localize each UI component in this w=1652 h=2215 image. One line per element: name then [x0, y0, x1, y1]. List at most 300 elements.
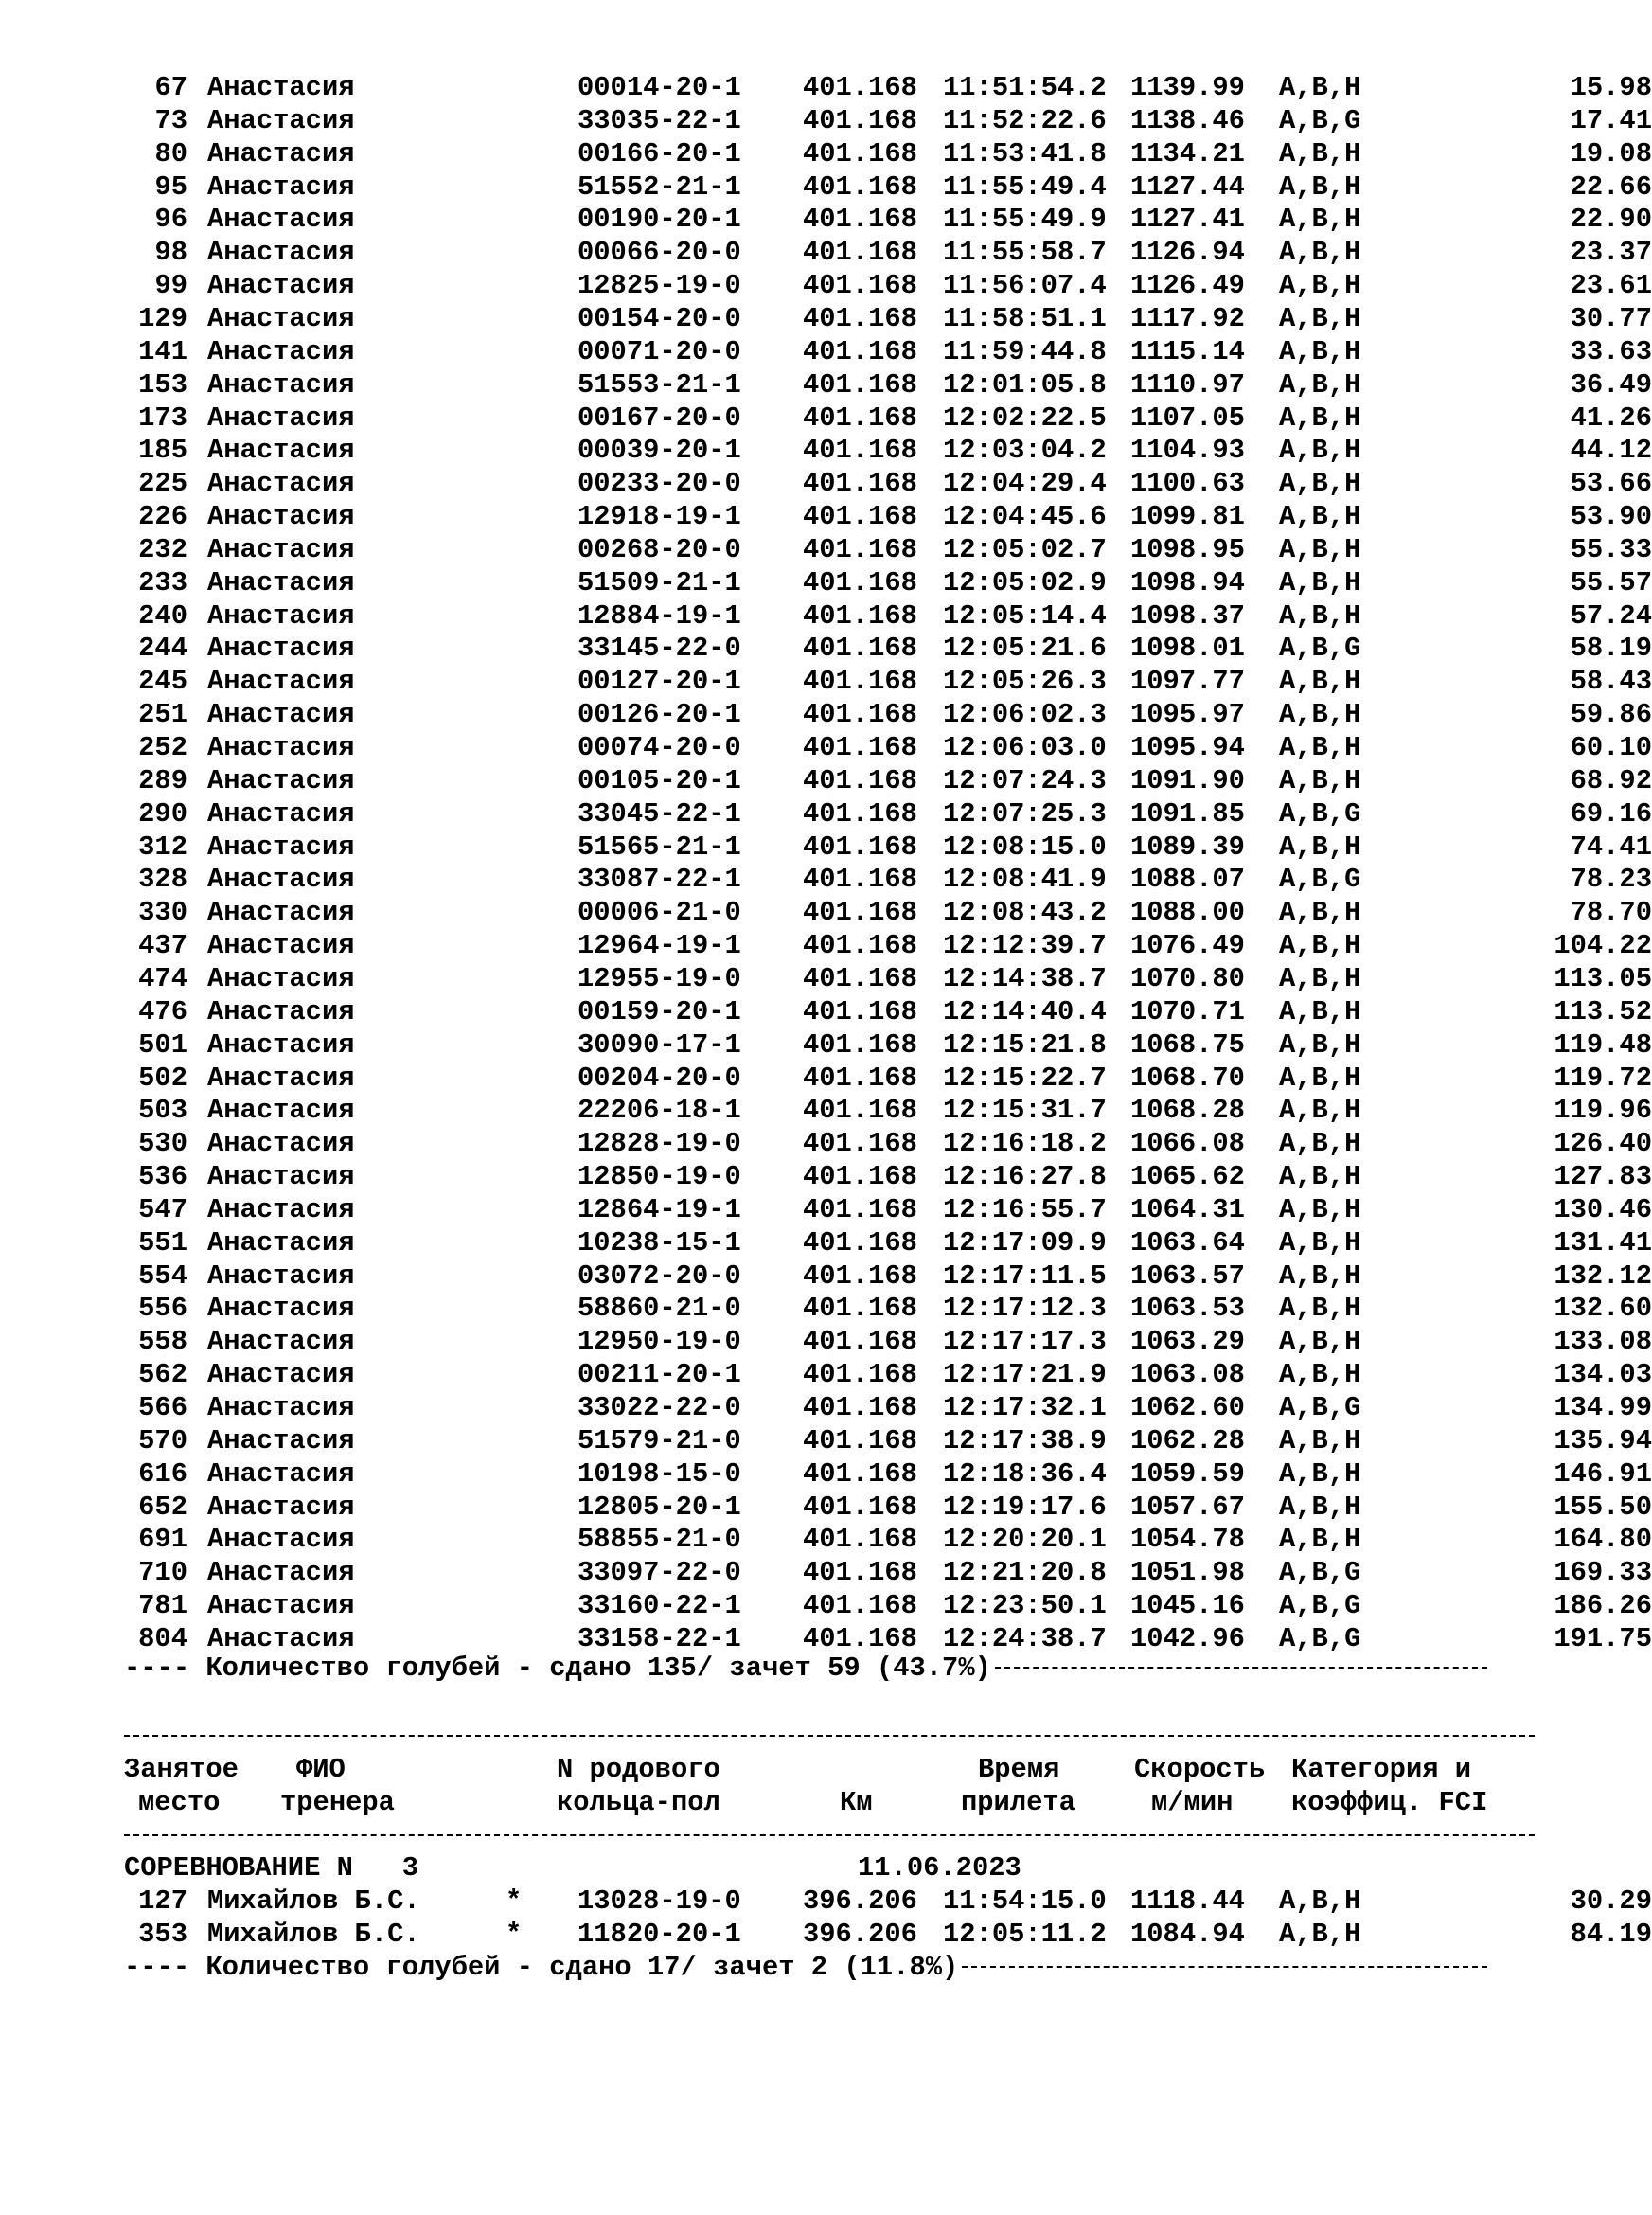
- distance-cell: 401.168: [803, 335, 917, 367]
- distance-cell: 396.206: [803, 1918, 917, 1950]
- category-cell: A,B,H: [1279, 368, 1361, 401]
- name-cell: Анастасия: [207, 533, 355, 565]
- fci-coefficient-cell: 84.19: [1570, 1918, 1652, 1950]
- name-cell: Анастасия: [207, 1095, 355, 1127]
- speed-cell: 1098.95: [1130, 533, 1245, 565]
- place-cell: 80: [154, 137, 187, 170]
- arrival-time-cell: 11:51:54.2: [943, 72, 1107, 103]
- arrival-time-cell: 12:19:17.6: [943, 1491, 1107, 1523]
- fci-coefficient-cell: 130.46: [1554, 1193, 1652, 1225]
- speed-cell: 1098.01: [1130, 633, 1245, 665]
- name-cell: Михайлов Б.С.: [207, 1918, 420, 1950]
- category-cell: A,B,G: [1279, 1392, 1361, 1423]
- distance-cell: 401.168: [803, 1259, 917, 1292]
- distance-cell: 401.168: [803, 797, 917, 830]
- name-cell: Анастасия: [207, 1293, 355, 1325]
- distance-cell: 401.168: [803, 501, 917, 533]
- ring-number-cell: 33158-22-1: [577, 1622, 741, 1654]
- place-cell: 153: [138, 368, 187, 401]
- category-cell: A,B,H: [1279, 1918, 1361, 1950]
- speed-cell: 1126.94: [1130, 237, 1245, 269]
- distance-cell: 401.168: [803, 764, 917, 796]
- distance-cell: 401.168: [803, 1491, 917, 1523]
- ring-number-cell: 58855-21-0: [577, 1524, 741, 1556]
- place-cell: 503: [138, 1095, 187, 1127]
- fci-coefficient-cell: 23.37: [1570, 237, 1652, 269]
- arrival-time-cell: 12:08:43.2: [943, 897, 1107, 929]
- arrival-time-cell: 11:53:41.8: [943, 137, 1107, 170]
- name-cell: Анастасия: [207, 1226, 355, 1259]
- speed-cell: 1098.37: [1130, 599, 1245, 632]
- name-cell: Анастасия: [207, 1259, 355, 1292]
- category-cell: A,B,H: [1279, 930, 1361, 962]
- place-cell: 251: [138, 699, 187, 731]
- place-cell: 566: [138, 1392, 187, 1423]
- category-cell: A,B,H: [1279, 237, 1361, 269]
- category-cell: A,B,H: [1279, 170, 1361, 203]
- fci-coefficient-cell: 132.60: [1554, 1293, 1652, 1325]
- speed-cell: 1095.97: [1130, 699, 1245, 731]
- category-cell: A,B,H: [1279, 566, 1361, 598]
- distance-cell: 401.168: [803, 104, 917, 136]
- place-cell: 141: [138, 335, 187, 367]
- arrival-time-cell: 11:52:22.6: [943, 104, 1107, 136]
- place-cell: 225: [138, 468, 187, 500]
- category-cell: A,B,H: [1279, 897, 1361, 929]
- category-cell: A,B,G: [1279, 864, 1361, 896]
- fci-coefficient-cell: 60.10: [1570, 732, 1652, 763]
- fci-coefficient-cell: 119.48: [1554, 1028, 1652, 1061]
- ring-number-cell: 12918-19-1: [577, 501, 741, 533]
- category-cell: A,B,G: [1279, 1590, 1361, 1622]
- name-cell: Анастасия: [207, 962, 355, 994]
- place-cell: 437: [138, 930, 187, 962]
- category-cell: A,B,H: [1279, 270, 1361, 302]
- arrival-time-cell: 12:21:20.8: [943, 1557, 1107, 1589]
- name-cell: Анастасия: [207, 1128, 355, 1160]
- arrival-time-cell: 12:16:27.8: [943, 1161, 1107, 1193]
- distance-cell: 401.168: [803, 897, 917, 929]
- place-cell: 781: [138, 1590, 187, 1622]
- arrival-time-cell: 12:14:40.4: [943, 995, 1107, 1027]
- fci-coefficient-cell: 133.08: [1554, 1326, 1652, 1358]
- place-cell: 233: [138, 566, 187, 598]
- ring-number-cell: 00074-20-0: [577, 732, 741, 763]
- category-cell: A,B,H: [1279, 72, 1361, 103]
- name-cell: Анастасия: [207, 204, 355, 236]
- place-cell: 98: [154, 237, 187, 269]
- speed-cell: 1068.70: [1130, 1062, 1245, 1094]
- category-cell: A,B,H: [1279, 1457, 1361, 1490]
- arrival-time-cell: 12:08:15.0: [943, 831, 1107, 863]
- ring-number-cell: 00014-20-1: [577, 72, 741, 103]
- header-time-1: Время: [978, 1754, 1060, 1785]
- place-cell: 185: [138, 435, 187, 467]
- category-cell: A,B,H: [1279, 1293, 1361, 1325]
- category-cell: A,B,H: [1279, 995, 1361, 1027]
- name-cell: Анастасия: [207, 137, 355, 170]
- speed-cell: 1107.05: [1130, 402, 1245, 434]
- summary-text: ---- Количество голубей - сдано 135/ зачет 59 (43.7%): [124, 1652, 991, 1684]
- place-cell: 804: [138, 1622, 187, 1654]
- fci-coefficient-cell: 41.26: [1570, 402, 1652, 434]
- fci-coefficient-cell: 30.77: [1570, 302, 1652, 334]
- speed-cell: 1098.94: [1130, 566, 1245, 598]
- distance-cell: 401.168: [803, 1095, 917, 1127]
- ring-number-cell: 51579-21-0: [577, 1424, 741, 1456]
- category-cell: A,B,H: [1279, 204, 1361, 236]
- name-cell: Анастасия: [207, 797, 355, 830]
- fci-coefficient-cell: 127.83: [1554, 1161, 1652, 1193]
- distance-cell: 401.168: [803, 270, 917, 302]
- speed-cell: 1065.62: [1130, 1161, 1245, 1193]
- place-cell: 501: [138, 1028, 187, 1061]
- distance-cell: 401.168: [803, 962, 917, 994]
- ring-number-cell: 00211-20-1: [577, 1359, 741, 1391]
- category-cell: A,B,H: [1279, 1028, 1361, 1061]
- distance-cell: 401.168: [803, 732, 917, 763]
- place-cell: 530: [138, 1128, 187, 1160]
- speed-cell: 1063.64: [1130, 1226, 1245, 1259]
- fci-coefficient-cell: 104.22: [1554, 930, 1652, 962]
- category-cell: A,B,H: [1279, 1193, 1361, 1225]
- distance-cell: 401.168: [803, 1424, 917, 1456]
- distance-cell: 401.168: [803, 1392, 917, 1423]
- name-cell: Анастасия: [207, 302, 355, 334]
- arrival-time-cell: 12:05:14.4: [943, 599, 1107, 632]
- arrival-time-cell: 12:04:29.4: [943, 468, 1107, 500]
- fci-coefficient-cell: 132.12: [1554, 1259, 1652, 1292]
- ring-number-cell: 33087-22-1: [577, 864, 741, 896]
- fci-coefficient-cell: 22.66: [1570, 170, 1652, 203]
- summary-text: ---- Количество голубей - сдано 17/ зачет 2 (11.8%): [124, 1952, 959, 1983]
- distance-cell: 401.168: [803, 995, 917, 1027]
- arrival-time-cell: 12:06:02.3: [943, 699, 1107, 731]
- name-cell: Анастасия: [207, 1590, 355, 1622]
- ring-number-cell: 00126-20-1: [577, 699, 741, 731]
- category-cell: A,B,H: [1279, 732, 1361, 763]
- speed-cell: 1134.21: [1130, 137, 1245, 170]
- name-cell: Анастасия: [207, 368, 355, 401]
- competition-label: СОРЕВНОВАНИЕ N 3: [124, 1852, 419, 1884]
- distance-cell: 401.168: [803, 1457, 917, 1490]
- category-cell: A,B,H: [1279, 1359, 1361, 1391]
- summary-rule: [995, 1667, 1487, 1669]
- speed-cell: 1084.94: [1130, 1918, 1245, 1950]
- category-cell: A,B,H: [1279, 1326, 1361, 1358]
- category-cell: A,B,G: [1279, 1557, 1361, 1589]
- arrival-time-cell: 12:15:21.8: [943, 1028, 1107, 1061]
- ring-number-cell: 22206-18-1: [577, 1095, 741, 1127]
- fci-coefficient-cell: 126.40: [1554, 1128, 1652, 1160]
- place-cell: 73: [154, 104, 187, 136]
- header-place-2: место: [138, 1787, 221, 1818]
- fci-coefficient-cell: 68.92: [1570, 764, 1652, 796]
- distance-cell: 401.168: [803, 1226, 917, 1259]
- name-cell: Анастасия: [207, 566, 355, 598]
- name-cell: Анастасия: [207, 764, 355, 796]
- name-cell: Анастасия: [207, 335, 355, 367]
- ring-number-cell: 00006-21-0: [577, 897, 741, 929]
- category-cell: A,B,H: [1279, 599, 1361, 632]
- distance-cell: 401.168: [803, 666, 917, 698]
- place-cell: 96: [154, 204, 187, 236]
- name-cell: Анастасия: [207, 170, 355, 203]
- arrival-time-cell: 12:17:09.9: [943, 1226, 1107, 1259]
- speed-cell: 1054.78: [1130, 1524, 1245, 1556]
- category-cell: A,B,H: [1279, 501, 1361, 533]
- place-cell: 226: [138, 501, 187, 533]
- category-cell: A,B,G: [1279, 797, 1361, 830]
- category-cell: A,B,H: [1279, 402, 1361, 434]
- place-cell: 245: [138, 666, 187, 698]
- category-cell: A,B,H: [1279, 962, 1361, 994]
- ring-number-cell: 12950-19-0: [577, 1326, 741, 1358]
- category-cell: A,B,H: [1279, 1424, 1361, 1456]
- ring-number-cell: 12828-19-0: [577, 1128, 741, 1160]
- place-cell: 536: [138, 1161, 187, 1193]
- name-cell: Анастасия: [207, 633, 355, 665]
- distance-cell: 401.168: [803, 1161, 917, 1193]
- speed-cell: 1118.44: [1130, 1885, 1245, 1917]
- arrival-time-cell: 12:20:20.1: [943, 1524, 1107, 1556]
- speed-cell: 1138.46: [1130, 104, 1245, 136]
- name-cell: Анастасия: [207, 1161, 355, 1193]
- fci-coefficient-cell: 17.41: [1570, 104, 1652, 136]
- place-cell: 616: [138, 1457, 187, 1490]
- arrival-time-cell: 12:08:41.9: [943, 864, 1107, 896]
- name-cell: Анастасия: [207, 599, 355, 632]
- distance-cell: 401.168: [803, 599, 917, 632]
- arrival-time-cell: 12:24:38.7: [943, 1622, 1107, 1654]
- distance-cell: 401.168: [803, 402, 917, 434]
- ring-number-cell: 00105-20-1: [577, 764, 741, 796]
- header-rule-top: [124, 1735, 1535, 1737]
- ring-number-cell: 11820-20-1: [577, 1918, 741, 1950]
- arrival-time-cell: 11:55:49.4: [943, 170, 1107, 203]
- speed-cell: 1091.85: [1130, 797, 1245, 830]
- fci-coefficient-cell: 59.86: [1570, 699, 1652, 731]
- name-cell: Анастасия: [207, 435, 355, 467]
- fci-coefficient-cell: 164.80: [1554, 1524, 1652, 1556]
- place-cell: 252: [138, 732, 187, 763]
- header-category-1: Категория и: [1291, 1754, 1472, 1785]
- distance-cell: 401.168: [803, 1028, 917, 1061]
- header-time-2: прилета: [961, 1787, 1075, 1818]
- name-cell: Анастасия: [207, 995, 355, 1027]
- distance-cell: 401.168: [803, 368, 917, 401]
- category-cell: A,B,G: [1279, 104, 1361, 136]
- speed-cell: 1068.75: [1130, 1028, 1245, 1061]
- arrival-time-cell: 11:55:58.7: [943, 237, 1107, 269]
- place-cell: 562: [138, 1359, 187, 1391]
- header-name-1: ФИО: [296, 1754, 346, 1785]
- arrival-time-cell: 12:23:50.1: [943, 1590, 1107, 1622]
- category-cell: A,B,H: [1279, 533, 1361, 565]
- speed-cell: 1099.81: [1130, 501, 1245, 533]
- category-cell: A,B,H: [1279, 335, 1361, 367]
- ring-number-cell: 12805-20-1: [577, 1491, 741, 1523]
- fci-coefficient-cell: 135.94: [1554, 1424, 1652, 1456]
- ring-number-cell: 00066-20-0: [577, 237, 741, 269]
- arrival-time-cell: 12:18:36.4: [943, 1457, 1107, 1490]
- header-name-2: тренера: [280, 1787, 395, 1818]
- ring-number-cell: 33035-22-1: [577, 104, 741, 136]
- speed-cell: 1110.97: [1130, 368, 1245, 401]
- distance-cell: 401.168: [803, 302, 917, 334]
- fci-coefficient-cell: 33.63: [1570, 335, 1652, 367]
- place-cell: 312: [138, 831, 187, 863]
- ring-number-cell: 12864-19-1: [577, 1193, 741, 1225]
- name-cell: Анастасия: [207, 1424, 355, 1456]
- place-cell: 502: [138, 1062, 187, 1094]
- arrival-time-cell: 12:12:39.7: [943, 930, 1107, 962]
- name-cell: Анастасия: [207, 402, 355, 434]
- fci-coefficient-cell: 186.26: [1554, 1590, 1652, 1622]
- speed-cell: 1126.49: [1130, 270, 1245, 302]
- header-rule-bottom: [124, 1834, 1535, 1836]
- fci-coefficient-cell: 119.72: [1554, 1062, 1652, 1094]
- arrival-time-cell: 12:05:02.7: [943, 533, 1107, 565]
- place-cell: 232: [138, 533, 187, 565]
- arrival-time-cell: 12:03:04.2: [943, 435, 1107, 467]
- fci-coefficient-cell: 155.50: [1554, 1491, 1652, 1523]
- arrival-time-cell: 12:01:05.8: [943, 368, 1107, 401]
- fci-coefficient-cell: 146.91: [1554, 1457, 1652, 1490]
- category-cell: A,B,G: [1279, 1622, 1361, 1654]
- speed-cell: 1063.53: [1130, 1293, 1245, 1325]
- speed-cell: 1127.41: [1130, 204, 1245, 236]
- place-cell: 547: [138, 1193, 187, 1225]
- arrival-time-cell: 12:17:11.5: [943, 1259, 1107, 1292]
- arrival-time-cell: 12:05:21.6: [943, 633, 1107, 665]
- name-cell: Анастасия: [207, 666, 355, 698]
- category-cell: A,B,H: [1279, 1161, 1361, 1193]
- fci-coefficient-cell: 53.90: [1570, 501, 1652, 533]
- speed-cell: 1045.16: [1130, 1590, 1245, 1622]
- ring-number-cell: 12955-19-0: [577, 962, 741, 994]
- speed-cell: 1057.67: [1130, 1491, 1245, 1523]
- arrival-time-cell: 12:14:38.7: [943, 962, 1107, 994]
- distance-cell: 401.168: [803, 237, 917, 269]
- ring-number-cell: 12964-19-1: [577, 930, 741, 962]
- distance-cell: 401.168: [803, 930, 917, 962]
- distance-cell: 401.168: [803, 72, 917, 103]
- place-cell: 244: [138, 633, 187, 665]
- header-place-1: Занятое: [124, 1754, 239, 1785]
- ring-number-cell: 00071-20-0: [577, 335, 741, 367]
- place-cell: 99: [154, 270, 187, 302]
- speed-cell: 1115.14: [1130, 335, 1245, 367]
- name-cell: Анастасия: [207, 1326, 355, 1358]
- speed-cell: 1042.96: [1130, 1622, 1245, 1654]
- name-cell: Анастасия: [207, 1622, 355, 1654]
- arrival-time-cell: 12:07:25.3: [943, 797, 1107, 830]
- ring-number-cell: 12884-19-1: [577, 599, 741, 632]
- header-speed-1: Скорость: [1134, 1754, 1266, 1785]
- speed-cell: 1104.93: [1130, 435, 1245, 467]
- arrival-time-cell: 12:15:31.7: [943, 1095, 1107, 1127]
- distance-cell: 401.168: [803, 137, 917, 170]
- ring-number-cell: 10198-15-0: [577, 1457, 741, 1490]
- ring-number-cell: 33045-22-1: [577, 797, 741, 830]
- arrival-time-cell: 11:55:49.9: [943, 204, 1107, 236]
- place-cell: 691: [138, 1524, 187, 1556]
- arrival-time-cell: 12:05:26.3: [943, 666, 1107, 698]
- ring-number-cell: 58860-21-0: [577, 1293, 741, 1325]
- ring-number-cell: 13028-19-0: [577, 1885, 741, 1917]
- section2-summary: [124, 1951, 1487, 1984]
- ring-number-cell: 00233-20-0: [577, 468, 741, 500]
- place-cell: 127: [138, 1885, 187, 1917]
- distance-cell: 401.168: [803, 533, 917, 565]
- header-category-2: коэффиц. FCI: [1291, 1787, 1488, 1818]
- place-cell: 289: [138, 764, 187, 796]
- arrival-time-cell: 12:17:17.3: [943, 1326, 1107, 1358]
- place-cell: 129: [138, 302, 187, 334]
- name-cell: Анастасия: [207, 237, 355, 269]
- ring-number-cell: 00204-20-0: [577, 1062, 741, 1094]
- fci-coefficient-cell: 19.08: [1570, 137, 1652, 170]
- ring-number-cell: 00190-20-1: [577, 204, 741, 236]
- fci-coefficient-cell: 30.29: [1570, 1885, 1652, 1917]
- arrival-time-cell: 12:02:22.5: [943, 402, 1107, 434]
- place-cell: 474: [138, 962, 187, 994]
- place-cell: 476: [138, 995, 187, 1027]
- fci-coefficient-cell: 119.96: [1554, 1095, 1652, 1127]
- place-cell: 710: [138, 1557, 187, 1589]
- arrival-time-cell: 12:05:11.2: [943, 1918, 1107, 1950]
- fci-coefficient-cell: 58.43: [1570, 666, 1652, 698]
- speed-cell: 1117.92: [1130, 302, 1245, 334]
- arrival-time-cell: 12:17:12.3: [943, 1293, 1107, 1325]
- name-cell: Анастасия: [207, 501, 355, 533]
- ring-number-cell: 33022-22-0: [577, 1392, 741, 1423]
- place-cell: 173: [138, 402, 187, 434]
- fci-coefficient-cell: 36.49: [1570, 368, 1652, 401]
- ring-number-cell: 30090-17-1: [577, 1028, 741, 1061]
- speed-cell: 1070.80: [1130, 962, 1245, 994]
- category-cell: A,B,H: [1279, 468, 1361, 500]
- fci-coefficient-cell: 131.41: [1554, 1226, 1652, 1259]
- distance-cell: 401.168: [803, 1326, 917, 1358]
- distance-cell: 401.168: [803, 468, 917, 500]
- header-speed-2: м/мин: [1151, 1787, 1234, 1818]
- fci-coefficient-cell: 134.99: [1554, 1392, 1652, 1423]
- arrival-time-cell: 12:17:21.9: [943, 1359, 1107, 1391]
- distance-cell: 401.168: [803, 1622, 917, 1654]
- ring-number-cell: 00039-20-1: [577, 435, 741, 467]
- speed-cell: 1095.94: [1130, 732, 1245, 763]
- speed-cell: 1097.77: [1130, 666, 1245, 698]
- speed-cell: 1062.28: [1130, 1424, 1245, 1456]
- place-cell: 556: [138, 1293, 187, 1325]
- ring-number-cell: 12825-19-0: [577, 270, 741, 302]
- distance-cell: 401.168: [803, 1193, 917, 1225]
- place-cell: 328: [138, 864, 187, 896]
- arrival-time-cell: 12:07:24.3: [943, 764, 1107, 796]
- fci-coefficient-cell: 55.57: [1570, 566, 1652, 598]
- fci-coefficient-cell: 22.90: [1570, 204, 1652, 236]
- place-cell: 67: [154, 72, 187, 103]
- speed-cell: 1063.57: [1130, 1259, 1245, 1292]
- place-cell: 554: [138, 1259, 187, 1292]
- name-cell: Анастасия: [207, 468, 355, 500]
- arrival-time-cell: 11:56:07.4: [943, 270, 1107, 302]
- name-cell: Анастасия: [207, 1062, 355, 1094]
- ring-number-cell: 00167-20-0: [577, 402, 741, 434]
- distance-cell: 401.168: [803, 699, 917, 731]
